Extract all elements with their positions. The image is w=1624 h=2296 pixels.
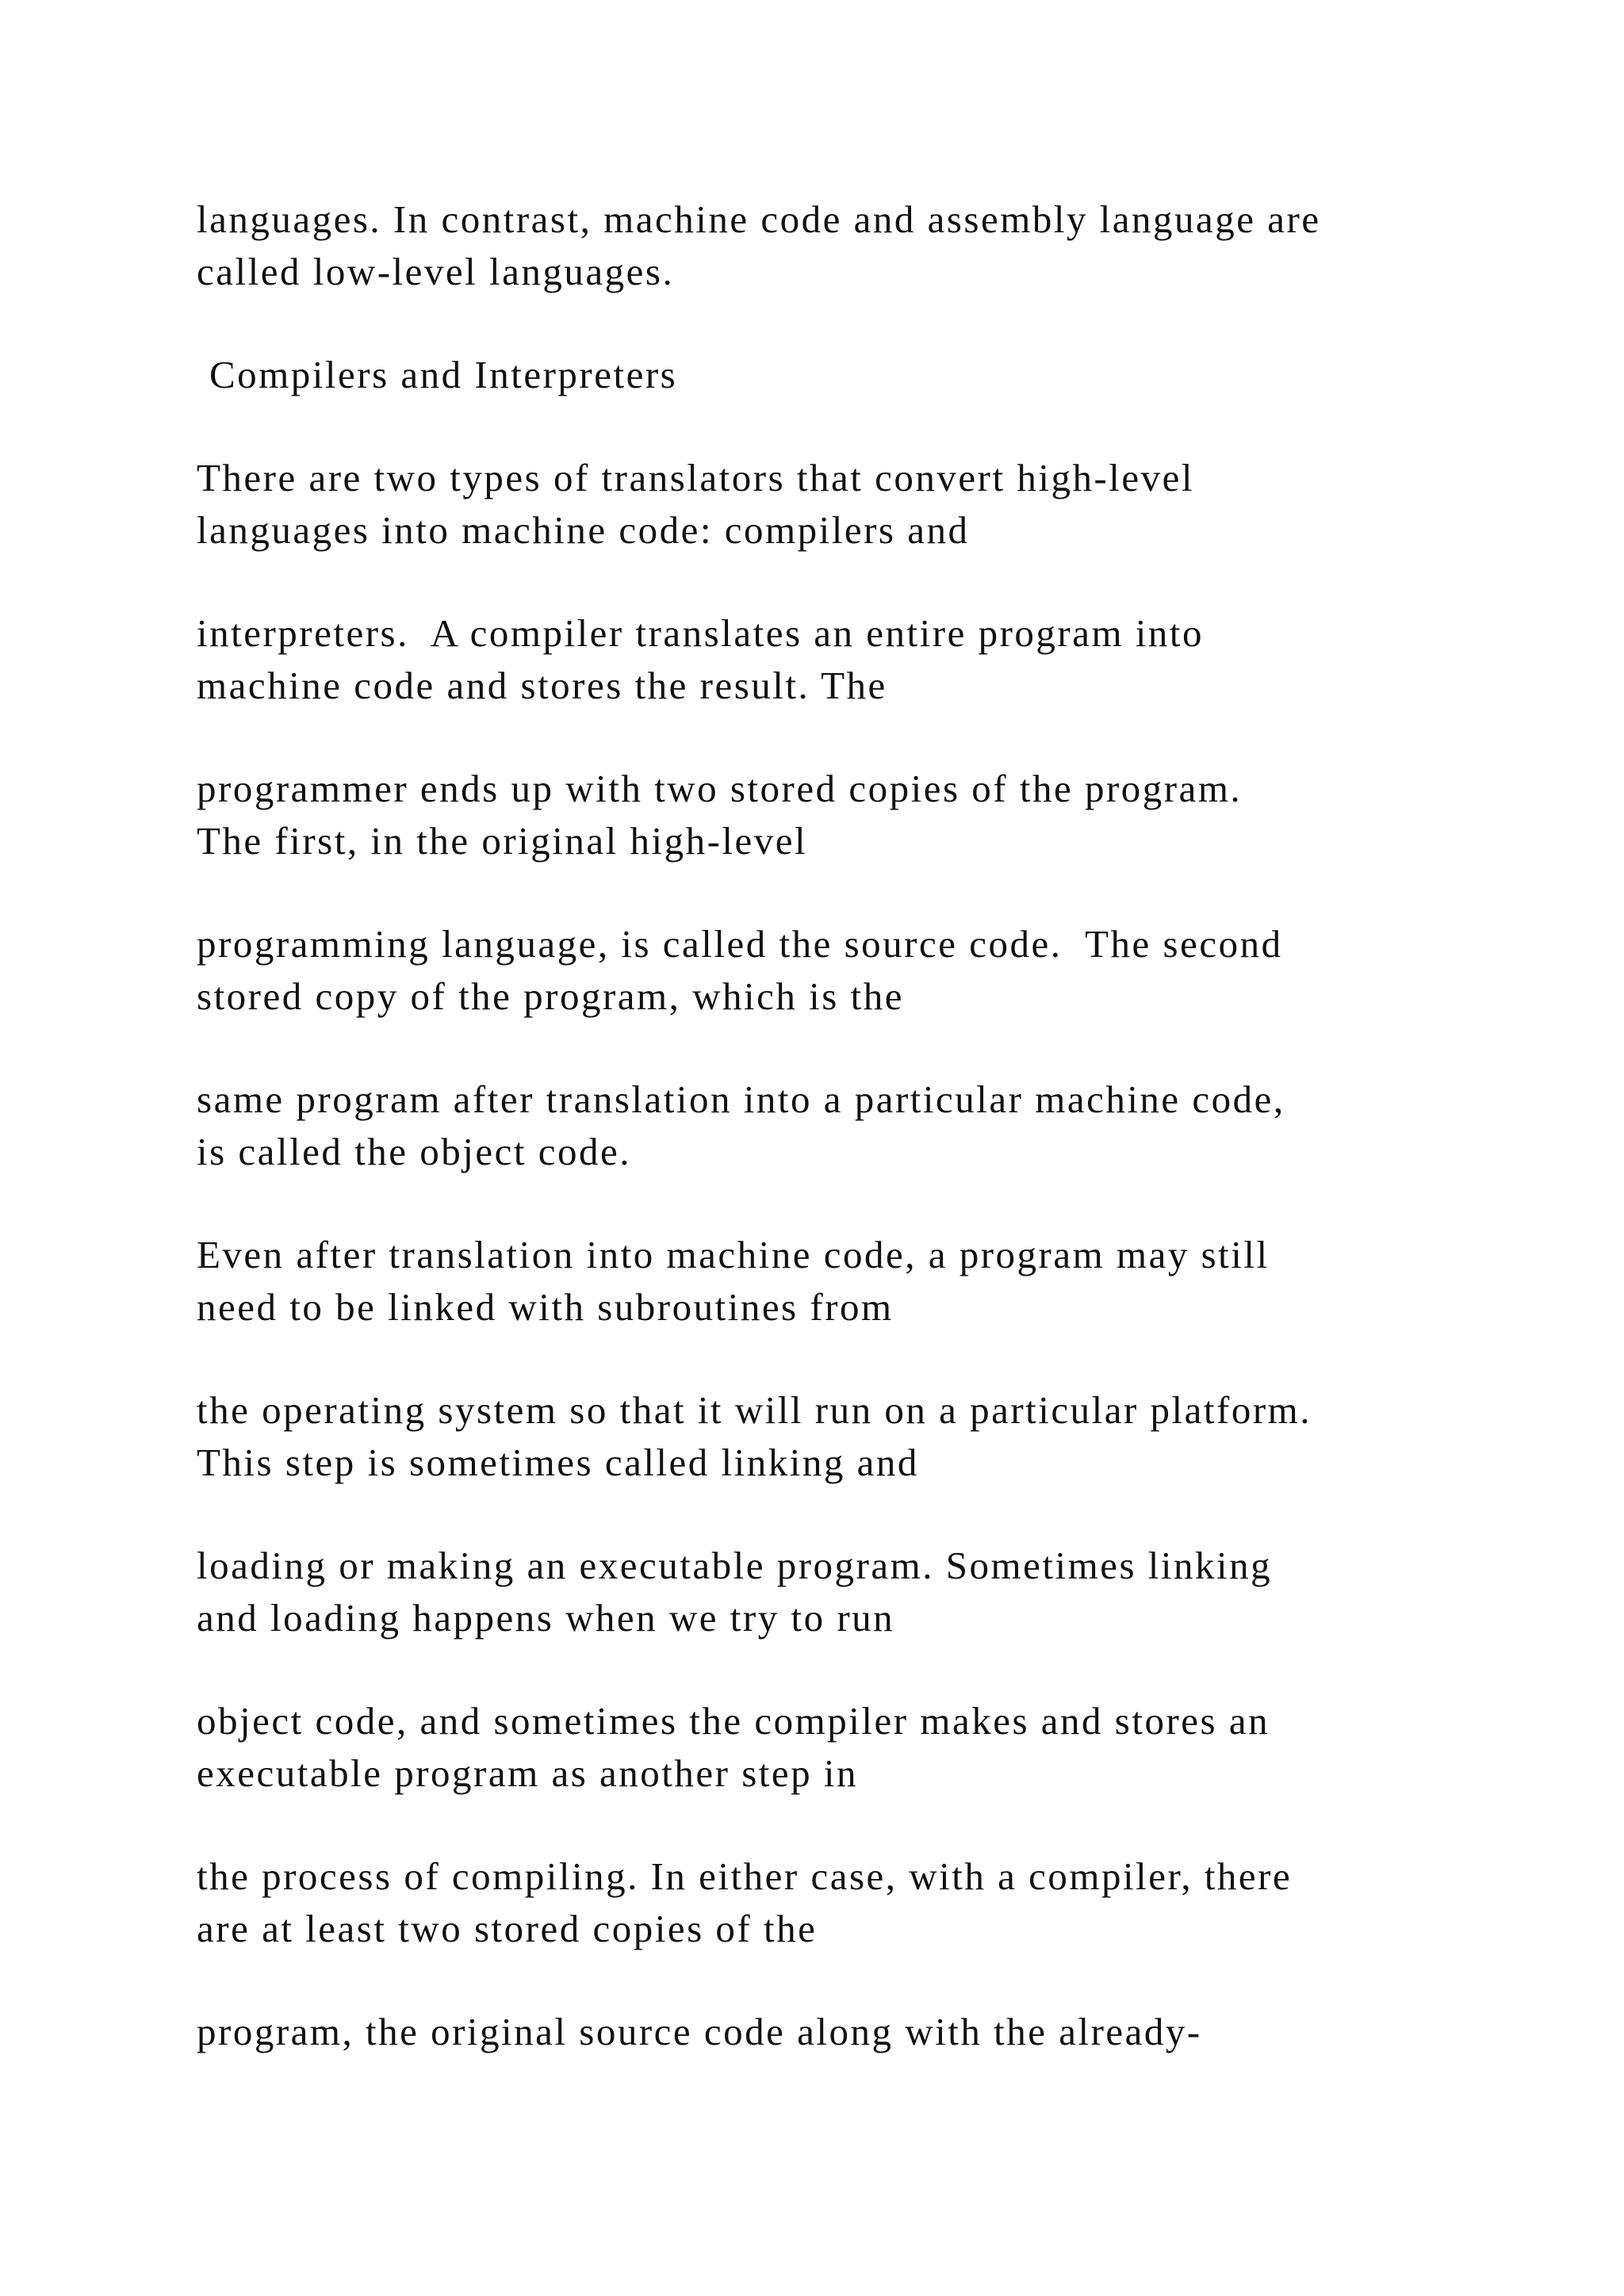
text-line: program, the original source code along with the already- bbox=[197, 2010, 1202, 2053]
paragraph bbox=[197, 607, 1505, 712]
text-line: are at least two stored copies of the bbox=[197, 1907, 818, 1950]
heading-text: Compilers and Interpreters bbox=[209, 353, 678, 396]
text-column bbox=[197, 193, 1505, 2109]
paragraph bbox=[197, 452, 1505, 557]
paragraph bbox=[197, 1850, 1505, 1955]
paragraph bbox=[197, 193, 1505, 298]
text-line: and loading happens when we try to run bbox=[197, 1596, 895, 1640]
paragraph bbox=[197, 1695, 1505, 1800]
text-line: programming language, is called the source code. The second bbox=[197, 922, 1283, 966]
text-line: programmer ends up with two stored copies of the program. bbox=[197, 767, 1243, 810]
paragraph bbox=[197, 2006, 1505, 2058]
text-line: the process of compiling. In either case, with a compiler, there bbox=[197, 1854, 1293, 1898]
text-line: languages. In contrast, machine code and assembly language are bbox=[197, 197, 1321, 241]
section-heading bbox=[197, 349, 1505, 401]
text-line: same program after translation into a particular machine code, bbox=[197, 1077, 1285, 1121]
text-line: called low-level languages. bbox=[197, 250, 675, 293]
paragraph bbox=[197, 1540, 1505, 1644]
text-line: Even after translation into machine code, a program may still bbox=[197, 1233, 1270, 1276]
text-line: is called the object code. bbox=[197, 1130, 631, 1173]
text-line: machine code and stores the result. The bbox=[197, 664, 887, 707]
text-line: need to be linked with subroutines from bbox=[197, 1285, 894, 1329]
paragraph bbox=[197, 1073, 1505, 1178]
text-line: languages into machine code: compilers and bbox=[197, 508, 970, 552]
text-line: the operating system so that it will run on a particular platform. bbox=[197, 1388, 1312, 1432]
text-line: This step is sometimes called linking and bbox=[197, 1441, 919, 1484]
text-line: interpreters. A compiler translates an entire program into bbox=[197, 611, 1205, 655]
paragraph bbox=[197, 918, 1505, 1023]
paragraph bbox=[197, 763, 1505, 867]
text-line: There are two types of translators that convert high-level bbox=[197, 456, 1194, 499]
paragraph bbox=[197, 1384, 1505, 1489]
text-line: loading or making an executable program. Sometimes linking bbox=[197, 1544, 1273, 1587]
text-line: The first, in the original high-level bbox=[197, 819, 808, 863]
text-line: executable program as another step in bbox=[197, 1751, 859, 1795]
text-line: stored copy of the program, which is the bbox=[197, 974, 904, 1018]
text-line: object code, and sometimes the compiler makes and stores an bbox=[197, 1699, 1270, 1743]
paragraph bbox=[197, 1229, 1505, 1334]
